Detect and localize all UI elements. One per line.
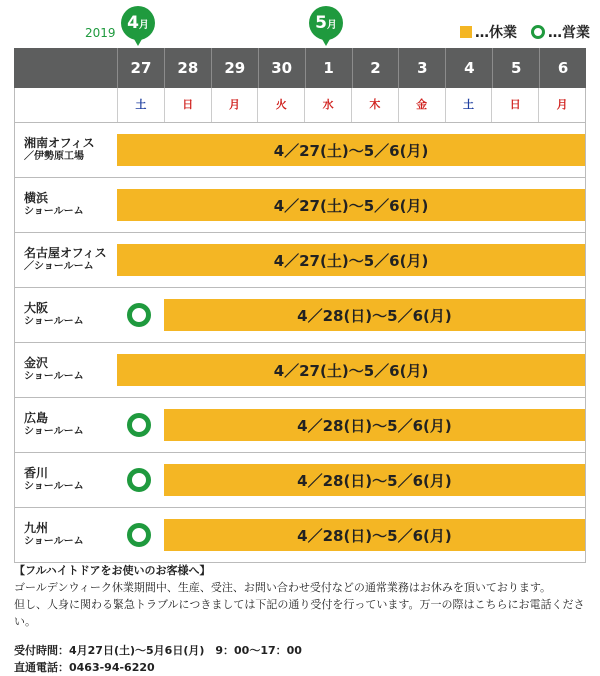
legend-open xyxy=(531,22,590,42)
notice-title: 【フルハイトドアをお使いのお客様へ】 xyxy=(14,564,211,577)
office-row xyxy=(14,508,586,563)
month-badge-april xyxy=(121,6,155,40)
office-label xyxy=(24,123,119,177)
weekday-cell: 月 xyxy=(211,88,258,122)
date-cell: 1 xyxy=(305,48,352,88)
office-label xyxy=(24,398,119,452)
office-subname: ショールーム xyxy=(24,206,84,217)
date-cell: 5 xyxy=(492,48,539,88)
office-subname: ／ショールーム xyxy=(24,261,94,272)
date-cell: 27 xyxy=(117,48,164,88)
closed-period-bar: 4／27(土)～5／6(月) xyxy=(117,354,585,386)
open-ring-icon xyxy=(127,303,151,327)
weekday-cell: 金 xyxy=(398,88,445,122)
weekday-cell: 日 xyxy=(164,88,211,122)
office-rows xyxy=(14,123,586,563)
date-cell: 2 xyxy=(352,48,399,88)
office-row xyxy=(14,398,586,453)
weekday-cell: 日 xyxy=(491,88,538,122)
month-badge-may xyxy=(309,6,343,40)
office-row xyxy=(14,178,586,233)
closed-period-bar: 4／28(日)～5／6(月) xyxy=(164,464,585,496)
date-cell: 29 xyxy=(211,48,258,88)
reception-hours: 受付時間：4月27日(土)～5月6日(月) 9：00～17：00 xyxy=(14,644,302,657)
month-number: 4 xyxy=(127,13,139,33)
office-label xyxy=(24,343,119,397)
closed-period-bar: 4／27(土)～5／6(月) xyxy=(117,244,585,276)
weekday-cell: 月 xyxy=(538,88,585,122)
open-ring-icon xyxy=(127,413,151,437)
weekday-cell: 土 xyxy=(445,88,492,122)
header-corner xyxy=(14,48,117,88)
legend xyxy=(460,22,590,42)
office-row xyxy=(14,453,586,508)
year-label: 2019 xyxy=(85,26,116,40)
notice xyxy=(14,562,594,676)
office-label xyxy=(24,453,119,507)
office-name: 名古屋オフィス xyxy=(24,246,107,260)
office-subname: ショールーム xyxy=(24,316,84,327)
date-cell: 30 xyxy=(258,48,305,88)
office-label xyxy=(24,288,119,342)
date-cell: 6 xyxy=(539,48,586,88)
office-name: 香川 xyxy=(24,466,49,480)
office-row xyxy=(14,343,586,398)
open-ring-icon xyxy=(531,25,545,39)
office-subname: ショールーム xyxy=(24,426,84,437)
date-cell: 4 xyxy=(445,48,492,88)
office-subname: ショールーム xyxy=(24,481,84,492)
holiday-calendar xyxy=(14,48,586,563)
legend-open-label: …営業 xyxy=(548,25,590,41)
direct-phone: 直通電話：0463-94-6220 xyxy=(14,661,155,674)
open-ring-icon xyxy=(127,468,151,492)
office-row xyxy=(14,288,586,343)
month-suffix: 月 xyxy=(138,20,149,31)
closed-swatch-icon xyxy=(460,26,472,38)
month-suffix: 月 xyxy=(326,20,337,31)
office-label xyxy=(24,508,119,562)
office-subname: ／伊勢原工場 xyxy=(24,151,84,162)
month-number: 5 xyxy=(315,13,327,33)
office-name: 横浜 xyxy=(24,191,49,205)
closed-period-bar: 4／28(日)～5／6(月) xyxy=(164,519,585,551)
weekday-corner xyxy=(15,88,117,122)
date-header-row xyxy=(14,48,586,88)
notice-line-1: ゴールデンウィーク休業期間中、生産、受注、お問い合わせ受付などの通常業務はお休みを頂いております。 xyxy=(14,581,552,594)
closed-period-bar: 4／28(日)～5／6(月) xyxy=(164,299,585,331)
date-cell: 28 xyxy=(164,48,211,88)
office-name: 大阪 xyxy=(24,301,49,315)
weekday-cell: 水 xyxy=(304,88,351,122)
open-ring-icon xyxy=(127,523,151,547)
office-name: 広島 xyxy=(24,411,49,425)
office-label xyxy=(24,233,119,287)
office-subname: ショールーム xyxy=(24,536,84,547)
legend-closed-label: …休業 xyxy=(475,25,517,41)
closed-period-bar: 4／28(日)～5／6(月) xyxy=(164,409,585,441)
closed-period-bar: 4／27(土)～5／6(月) xyxy=(117,134,585,166)
office-name: 湘南オフィス xyxy=(24,136,95,150)
office-name: 九州 xyxy=(24,521,49,535)
office-row xyxy=(14,123,586,178)
notice-line-2: 但し、人身に関わる緊急トラブルにつきましては下記の通り受付を行っています。万一の際はこちらにお電話ください。 xyxy=(14,598,585,628)
weekday-row xyxy=(14,88,586,123)
closed-period-bar: 4／27(土)～5／6(月) xyxy=(117,189,585,221)
weekday-cell: 土 xyxy=(117,88,164,122)
weekday-cell: 火 xyxy=(257,88,304,122)
weekday-cell: 木 xyxy=(351,88,398,122)
date-cell: 3 xyxy=(398,48,445,88)
office-name: 金沢 xyxy=(24,356,49,370)
legend-closed xyxy=(460,22,517,42)
office-subname: ショールーム xyxy=(24,371,84,382)
office-label xyxy=(24,178,119,232)
office-row xyxy=(14,233,586,288)
